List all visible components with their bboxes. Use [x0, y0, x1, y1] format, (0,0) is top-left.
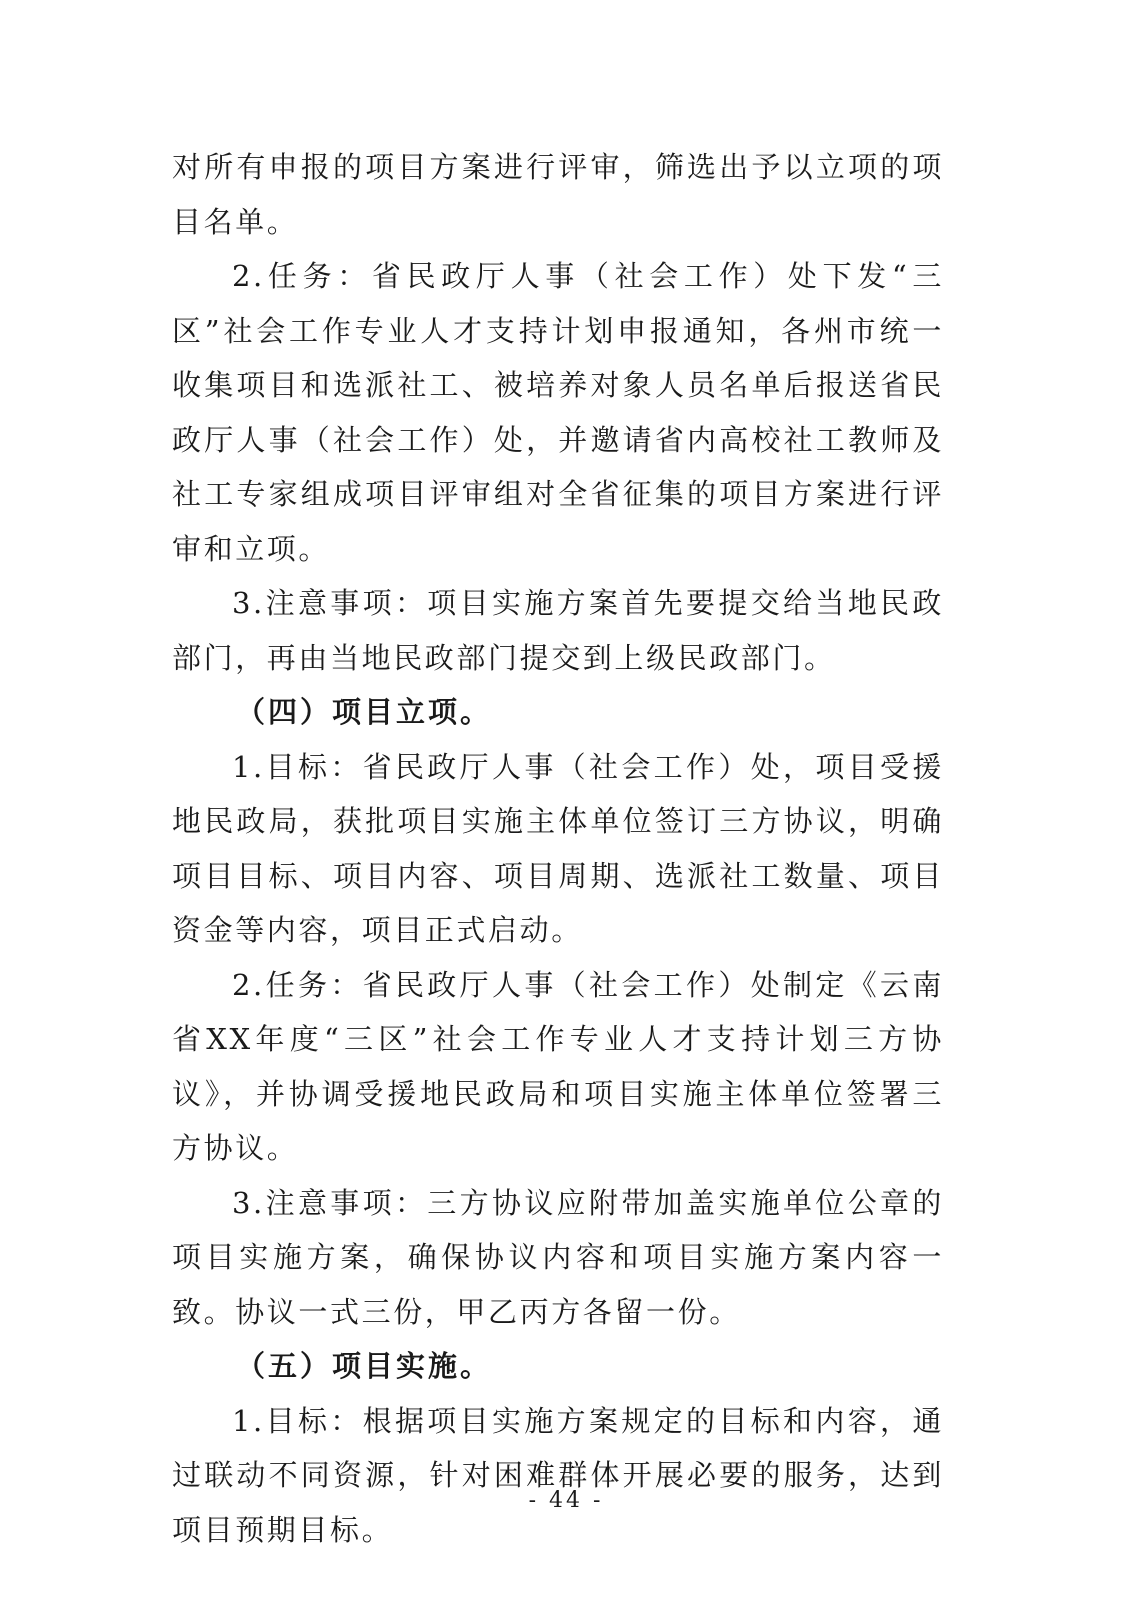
document-body — [172, 140, 944, 1557]
section-heading-project-implementation: （五）项目实施。 — [236, 1349, 493, 1383]
paragraph-task: 2.任务：省民政厅人事（社会工作）处制定《云南省XX年度“三区”社会工作专业人才支持计划三方协议》，并协调受援地民政局和项目实施主体单位签署三方协议。 — [172, 967, 944, 1165]
paragraph-notes: 3.注意事项：项目实施方案首先要提交给当地民政部门，再由当地民政部门提交到上级民政部门。 — [172, 586, 944, 675]
paragraph-goal: 1.目标：省民政厅人事（社会工作）处，项目受援地民政局，获批项目实施主体单位签订三方协议，明确项目目标、项目内容、项目周期、选派社工数量、项目资金等内容，项目正式启动。 — [172, 749, 944, 947]
paragraph-task: 2.任务：省民政厅人事（社会工作）处下发“三区”社会工作专业人才支持计划申报通知，各州市统一收集项目和选派社工、被培养对象人员名单后报送省民政厅人事（社会工作）处，并邀请省内高校社工教师及社工专家组成项目评审组对全省征集的项目方案进行评审和立项。 — [172, 259, 944, 566]
section-heading-project-approval: （四）项目立项。 — [236, 695, 493, 729]
page-number: - 44 - — [528, 1488, 604, 1513]
paragraph-goal: 1.目标：根据项目实施方案规定的目标和内容，通过联动不同资源，针对困难群体开展必要的服务，达到项目预期目标。 — [172, 1403, 944, 1547]
paragraph-continuation: 对所有申报的项目方案进行评审，筛选出予以立项的项目名单。 — [172, 150, 944, 239]
paragraph-notes: 3.注意事项：三方协议应附带加盖实施单位公章的项目实施方案，确保协议内容和项目实施方案内容一致。协议一式三份，甲乙丙方各留一份。 — [172, 1185, 944, 1329]
